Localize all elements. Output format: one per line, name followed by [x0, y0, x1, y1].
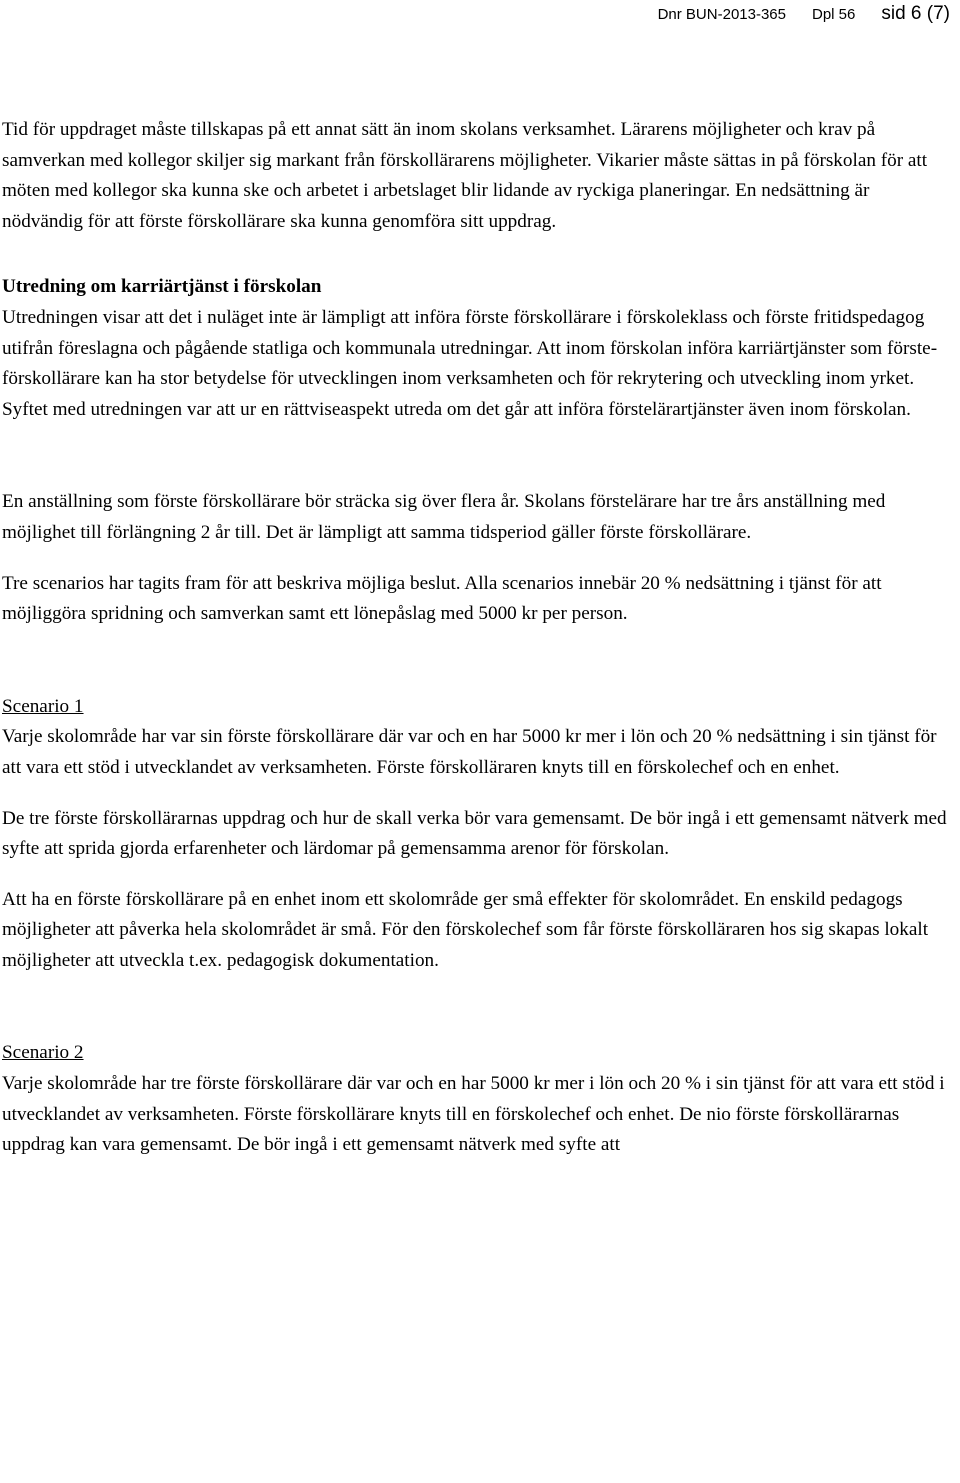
- paragraph-number: Dpl 56: [812, 6, 856, 23]
- scenario-1-heading: Scenario 1: [2, 695, 84, 717]
- scenario-1-body: Varje skolområde har var sin förste förskollärare där var och en har 5000 kr mer i lön och 20 % nedsättning i sin tjänst för att vara ett stöd i utvecklandet av verksamheten. Förste förskolläraren knyts till en förskolechef och en enhet.: [2, 726, 937, 778]
- document-body: [2, 115, 952, 1161]
- paragraph-intro: Tid för uppdraget måste tillskapas på ett annat sätt än inom skolans verksamhet. Lärarens möjligheter och krav på samverkan med kollegor skiljer sig markant från förskollärarens möjligheter. Vikarier måste sättas in på förskolan för att möten med kollegor ska kunna ske och arbetet i arbetslaget blir lidande av ryckiga planeringar. En nedsättning är nödvändig för att förste förskollärare ska kunna genomföra sitt uppdrag.: [2, 119, 928, 232]
- scenario-1-paragraph-2: De tre förste förskollärarnas uppdrag och hur de skall verka bör vara gemensamt. De bör ingå i ett gemensamt nätverk med syfte att sprida gjorda erfarenheter och lärdomar på gemensamma arenor för förskolan.: [2, 807, 947, 860]
- scenario-2-body: Varje skolområde har tre förste förskollärare där var och en har 5000 kr mer i lön och 20 % i sin tjänst för att vara ett stöd i utvecklandet av verksamheten. Förste förskollärare knyts till en förskolechef och enhet. De nio förste förskollärarnas uppdrag kan vara gemensamt. De bör ingå i ett gemensamt nätverk med syfte att: [2, 1073, 945, 1156]
- page-header: [658, 3, 950, 25]
- scenario-2-heading: Scenario 2: [2, 1042, 84, 1064]
- document-number: Dnr BUN-2013-365: [657, 6, 786, 23]
- section-heading: Utredning om karriärtjänst i förskolan: [2, 276, 322, 298]
- paragraph-scenarios: Tre scenarios har tagits fram för att beskriva möjliga beslut. Alla scenarios innebär 20 % nedsättning i tjänst för att möjliggöra spridning och samverkan samt ett lönepåslag med 5000 kr per person.: [2, 572, 882, 625]
- section-body: Utredningen visar att det i nuläget inte är lämpligt att införa förste förskollärare i förskoleklass och förste fritidspedagog utifrån föreslagna och pågående statliga och kommunala utredningar. Att inom förskolan införa karriärtjänster som förste-förskollärare kan ha stor betydelse för utvecklingen inom verksamheten och för rekrytering och utveckling inom yrket. Syftet med utredningen var att ur en rättviseaspekt utreda om det går att införa förstelärartjänster även inom förskolan.: [2, 306, 938, 420]
- scenario-2: [2, 1038, 952, 1160]
- scenario-1: [2, 692, 952, 784]
- scenario-1-paragraph-3: Att ha en förste förskollärare på en enhet inom ett skolområde ger små effekter för skolområdet. En enskild pedagogs möjligheter att påverka hela skolområdet är små. För den förskolechef som får förste förskolläraren hos sig skapas lokalt möjligheter att utveckla t.ex. pedagogisk dokumentation.: [2, 888, 929, 971]
- page-number: sid 6 (7): [881, 3, 950, 24]
- paragraph-anstallning: En anställning som förste förskollärare bör sträcka sig över flera år. Skolans förstelärare har tre års anställning med möjlighet till förlängning 2 år till. Det är lämpligt att samma tidsperiod gäller förste förskollärare.: [2, 491, 886, 543]
- section-karriartjanst: [2, 272, 952, 425]
